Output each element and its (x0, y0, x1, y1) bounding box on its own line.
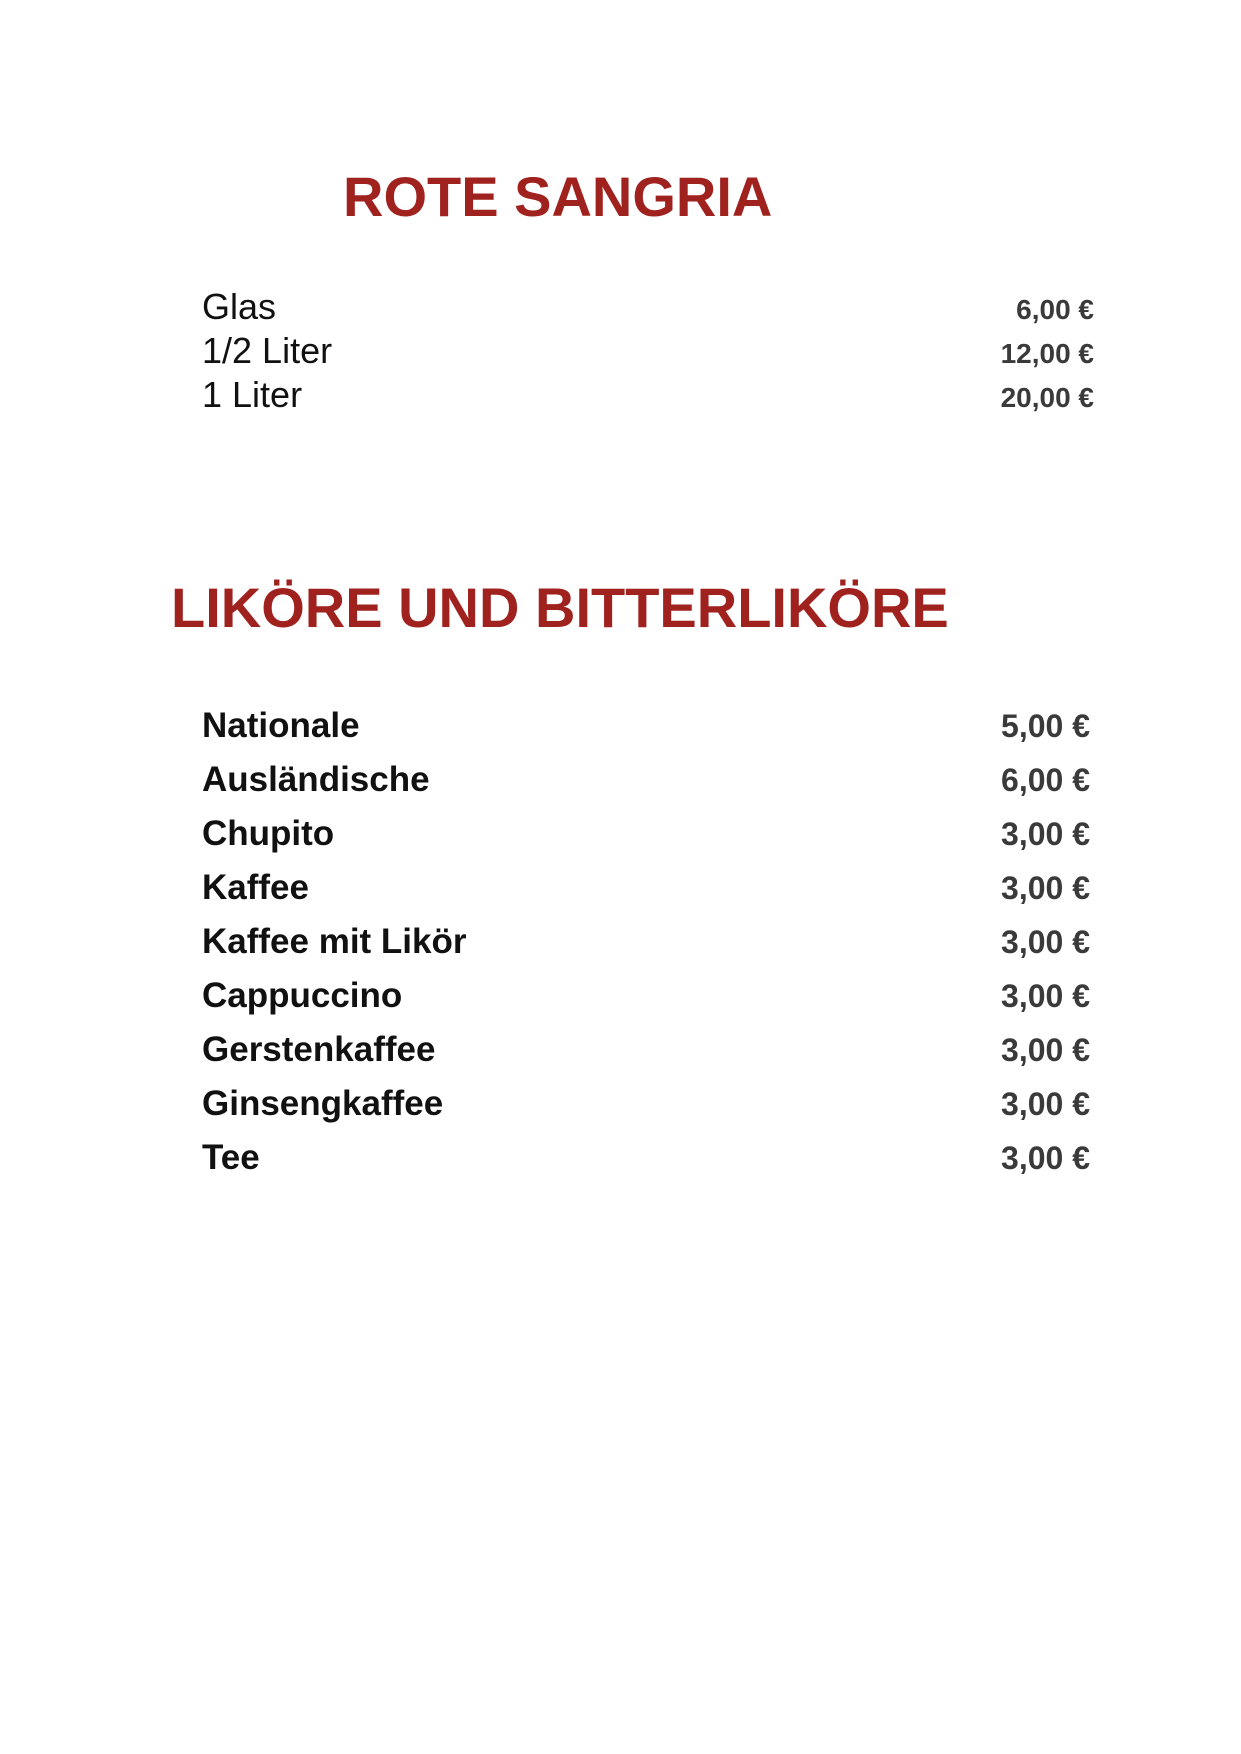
menu-item (202, 286, 1094, 328)
menu-item-name: 1/2 Liter (202, 330, 333, 371)
menu-item-price: 12,00 € (1000, 338, 1094, 369)
menu-item (202, 976, 1094, 1016)
menu-item-name: Gerstenkaffee (202, 1030, 436, 1069)
menu-item (202, 814, 1094, 854)
menu-item-price: 3,00 € (1001, 870, 1090, 906)
menu-item-name: Chupito (202, 814, 335, 853)
menu-item (202, 868, 1094, 908)
menu-item-price: 3,00 € (1001, 1032, 1090, 1068)
menu-item (202, 374, 1094, 416)
menu-item-name: Kaffee (202, 868, 309, 907)
menu-item-price: 3,00 € (1001, 1140, 1090, 1176)
menu-item (202, 1084, 1094, 1124)
menu-item-price: 5,00 € (1001, 708, 1090, 744)
section-title-sangria: ROTE SANGRIA (343, 165, 773, 228)
menu-item-name: Cappuccino (202, 976, 403, 1015)
menu-item (202, 760, 1094, 800)
menu-item-price: 20,00 € (1000, 382, 1094, 413)
menu-item (202, 706, 1094, 746)
menu-item-price: 3,00 € (1001, 816, 1090, 852)
menu-item-name: Tee (202, 1138, 260, 1177)
menu-item-name: Glas (202, 286, 277, 327)
menu-item-price: 6,00 € (1001, 762, 1090, 798)
menu-item-price: 3,00 € (1001, 1086, 1090, 1122)
menu-item-name: Nationale (202, 706, 360, 745)
menu-item-name: 1 Liter (202, 374, 303, 415)
menu-item (202, 1138, 1094, 1178)
menu-item (202, 922, 1094, 962)
section-title-likoere: LIKÖRE UND BITTERLIKÖRE (171, 576, 949, 639)
menu-item (202, 330, 1094, 372)
menu-item-name: Ginsengkaffee (202, 1084, 444, 1123)
menu-item-price: 3,00 € (1001, 978, 1090, 1014)
menu-item-name: Kaffee mit Likör (202, 922, 467, 961)
menu-item (202, 1030, 1094, 1070)
menu-item-price: 6,00 € (1016, 294, 1094, 325)
menu-item-name: Ausländische (202, 760, 430, 799)
menu-item-price: 3,00 € (1001, 924, 1090, 960)
